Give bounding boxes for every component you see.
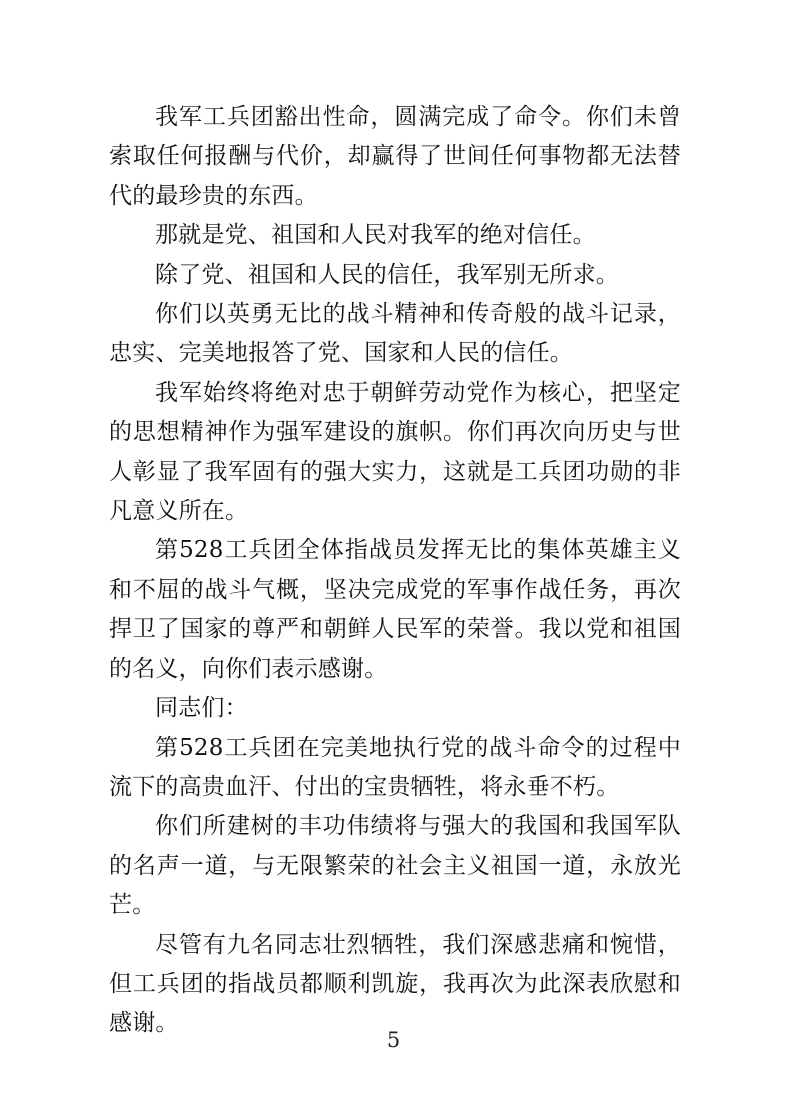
paragraph: 你们所建树的丰功伟绩将与强大的我国和我国军队的名声一道，与无限繁荣的社会主义祖国一道，永放光芒。 xyxy=(109,813,681,919)
paragraph: 尽管有九名同志壮烈牺牲，我们深感悲痛和惋惜，但工兵团的指战员都顺利凯旋，我再次为此深表欣慰和感谢。 xyxy=(109,931,681,1037)
paragraph: 那就是党、祖国和人民对我军的绝对信任。 xyxy=(155,222,596,249)
page-number: 5 xyxy=(386,1028,401,1052)
paragraph: 第528工兵团在完美地执行党的战斗命令的过程中流下的高贵血汗、付出的宝贵牺牲，将永垂不朽。 xyxy=(109,734,681,800)
paragraph: 我军始终将绝对忠于朝鲜劳动党作为核心，把坚定的思想精神作为强军建设的旗帜。你们再次向历史与世人彰显了我军固有的强大实力，这就是工兵团功勋的非凡意义所在。 xyxy=(109,379,681,525)
paragraph: 你们以英勇无比的战斗精神和传奇般的战斗记录，忠实、完美地报答了党、国家和人民的信任。 xyxy=(109,301,681,367)
salutation: 同志们： xyxy=(155,695,248,722)
paragraph: 第528工兵团全体指战员发挥无比的集体英雄主义和不屈的战斗气概，坚决完成党的军事作战任务，再次捍卫了国家的尊严和朝鲜人民军的荣誉。我以党和祖国的名义，向你们表示感谢。 xyxy=(109,537,681,682)
document-body xyxy=(109,98,681,1044)
paragraph: 除了党、祖国和人民的信任，我军别无所求。 xyxy=(155,261,619,288)
paragraph: 我军工兵团豁出性命，圆满完成了命令。你们未曾索取任何报酬与代价，却赢得了世间任何事物都无法替代的最珍贵的东西。 xyxy=(109,104,681,209)
